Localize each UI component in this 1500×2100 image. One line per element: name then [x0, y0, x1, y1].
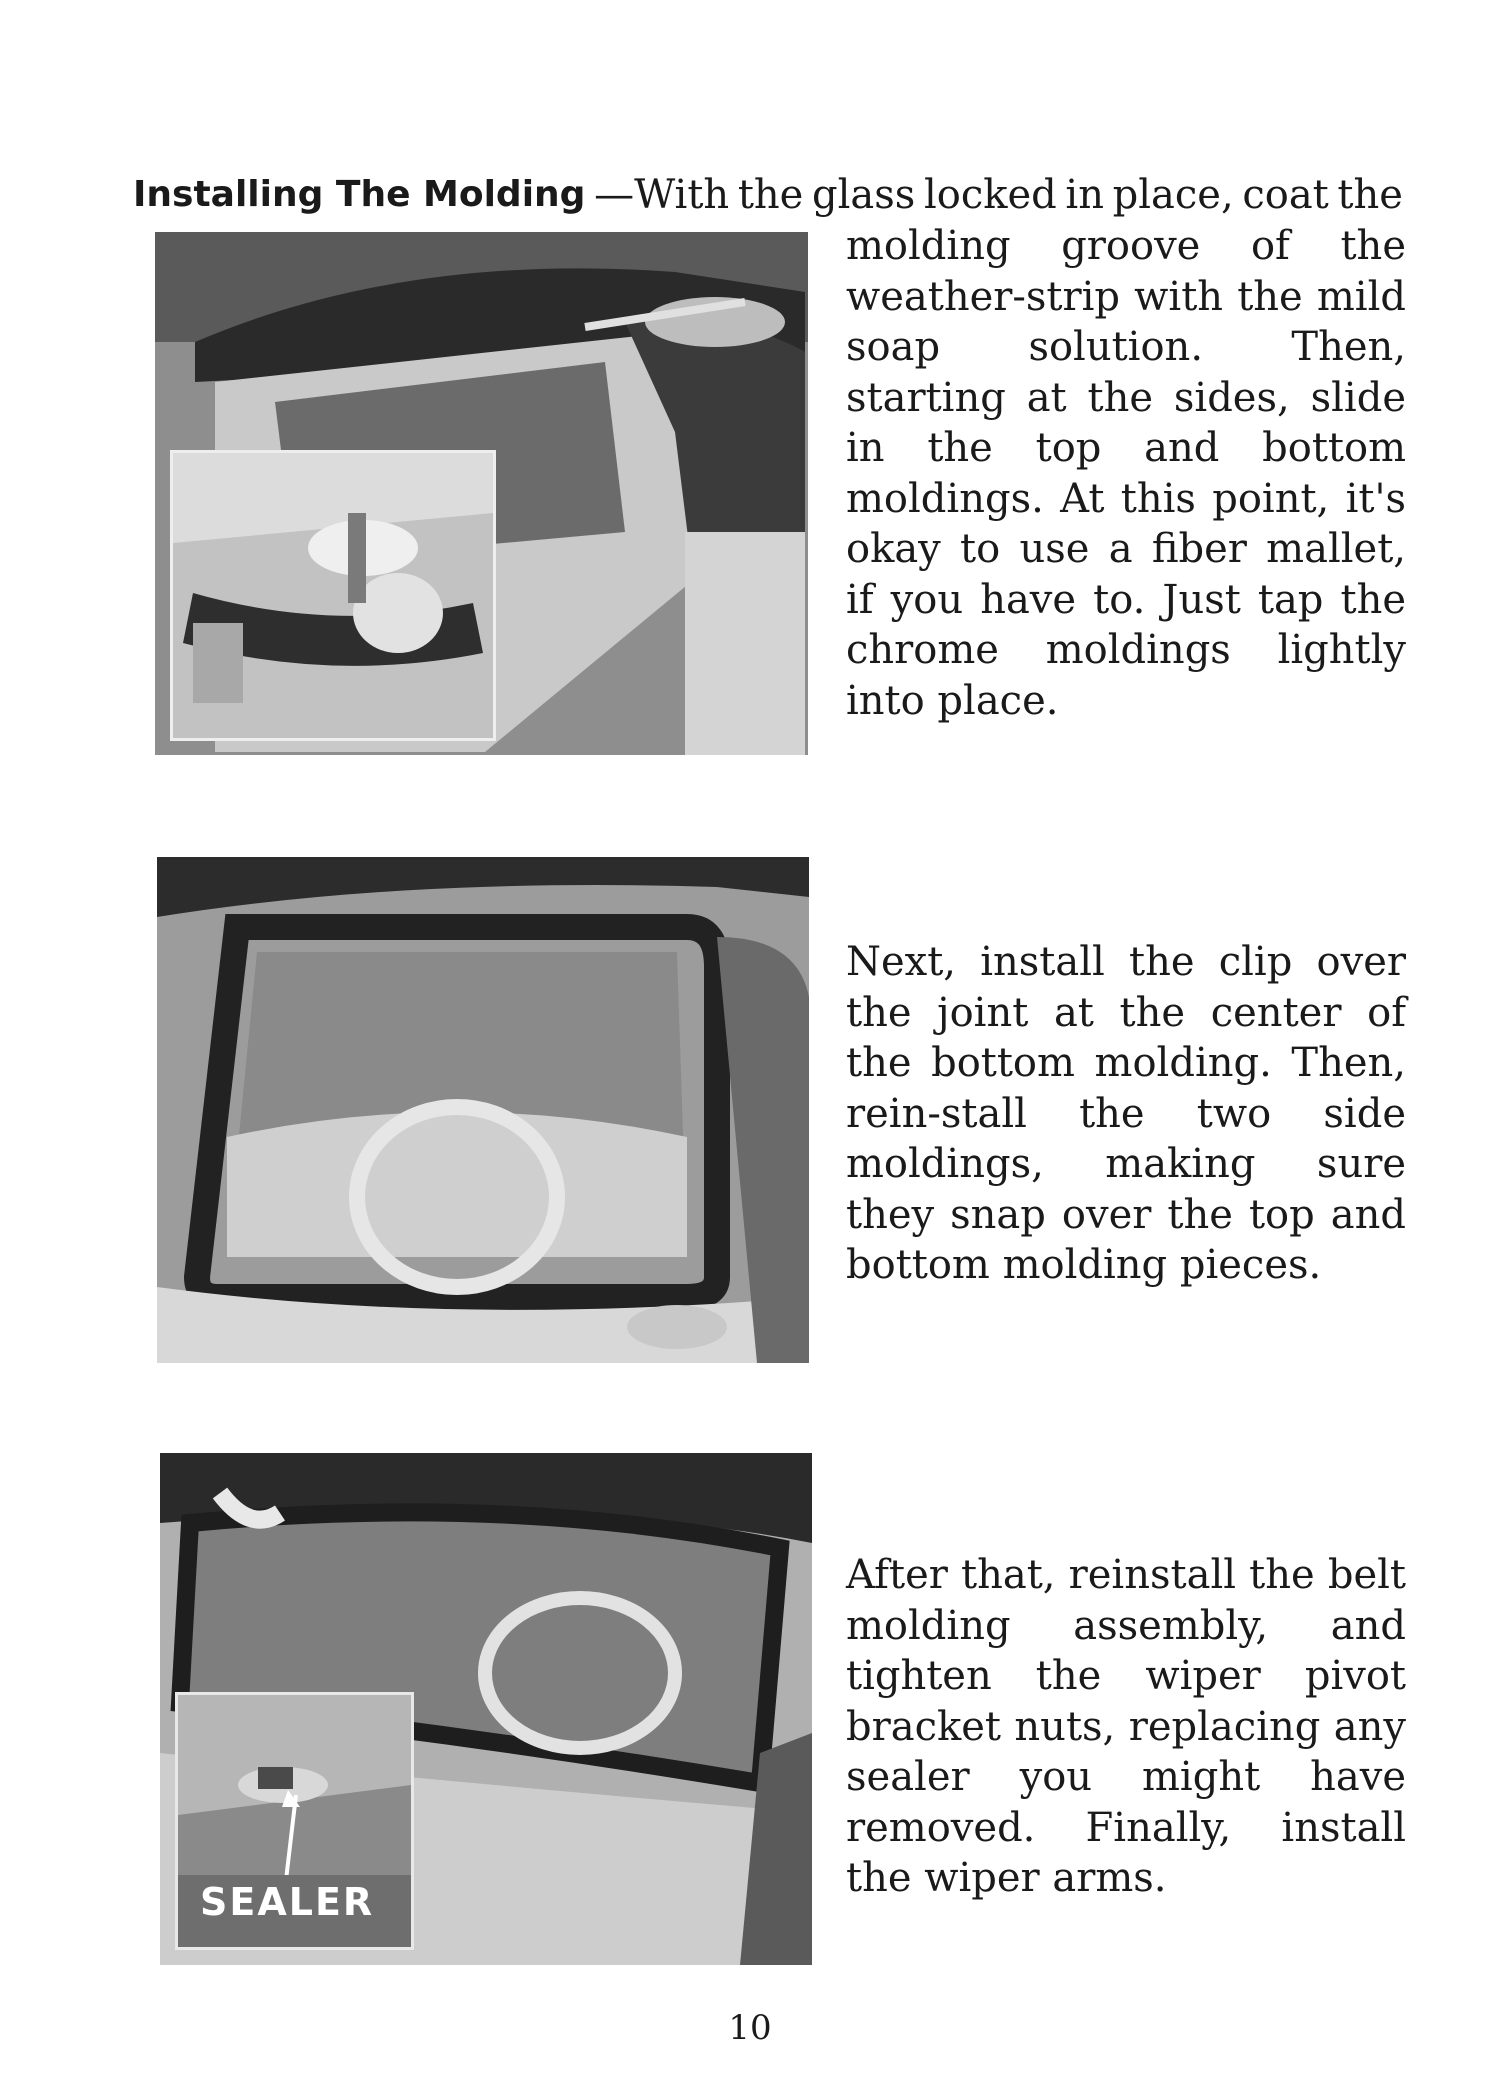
heading-word: the: [737, 172, 804, 218]
paragraph-2: Next, install the clip over the joint at the center of the bottom molding. Then, rein-stall the two side moldings, making sure they snap over the top and bottom molding pieces.: [846, 939, 1406, 1288]
photo-clip-install: [157, 857, 809, 1363]
heading-word: —With: [594, 172, 730, 218]
heading-line: [133, 170, 1403, 220]
section-heading: Installing The Molding: [133, 174, 586, 215]
heading-word: in: [1065, 172, 1104, 218]
inset-photo-detail: [170, 450, 496, 741]
heading-word: locked: [923, 172, 1057, 218]
paragraph-1-body: molding groove of the weather-strip with the mild soap solution. Then, starting at the sides, slide in the top and bottom moldings. At this point, it's okay to use a fiber mallet, if you have to. Just tap the chrome moldings lightly into place.: [846, 223, 1406, 724]
paragraph-3: After that, reinstall the belt molding assembly, and tighten the wiper pivot bracket nuts, replacing any sealer you might have removed. Finally, install the wiper arms.: [846, 1552, 1406, 1901]
page-number: 10: [728, 2008, 772, 2048]
heading-word: place,: [1112, 172, 1234, 218]
heading-word: coat: [1242, 172, 1329, 218]
sealer-callout: SEALER: [200, 1880, 375, 1924]
heading-word: glass: [811, 172, 916, 218]
heading-word: the: [1337, 172, 1403, 218]
